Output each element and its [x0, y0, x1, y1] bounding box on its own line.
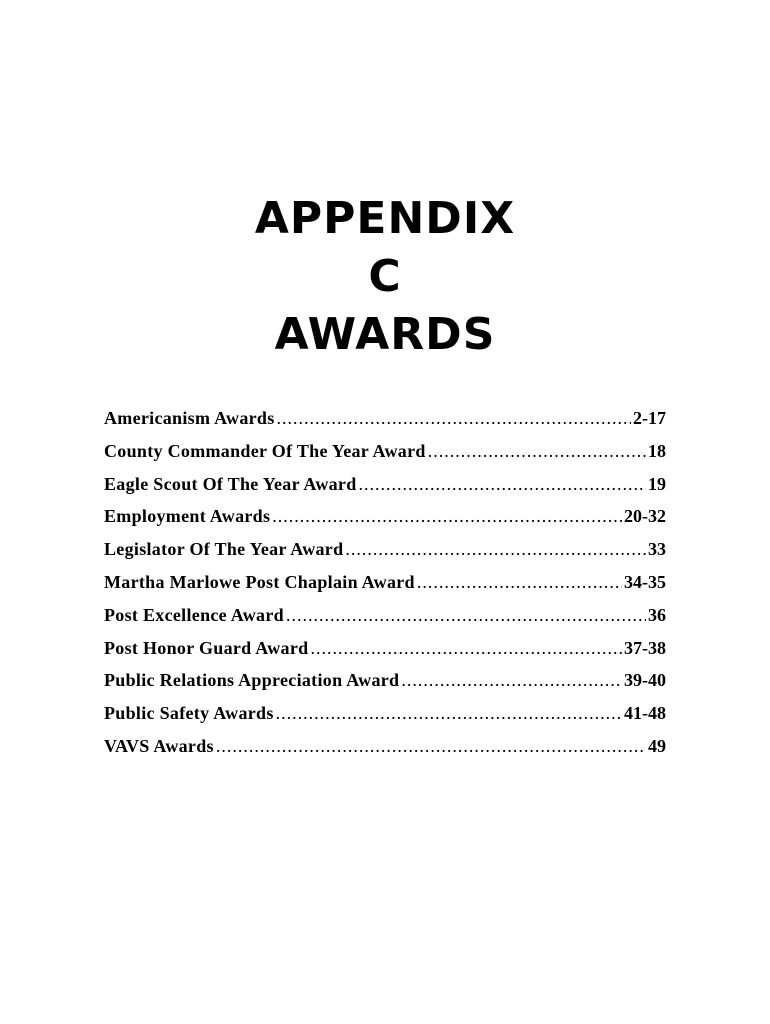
dot-leader [359, 474, 646, 495]
toc-entry-page: 36 [648, 604, 666, 625]
toc-entry [104, 605, 666, 638]
toc-entry-page: 2-17 [633, 408, 666, 428]
toc-entry-page: 34-35 [624, 571, 666, 592]
dot-leader [401, 670, 622, 691]
toc-entry [104, 703, 666, 736]
toc-entry-label: Eagle Scout Of The Year Award [104, 473, 357, 494]
toc-entry-page: 33 [648, 539, 666, 560]
dot-leader [345, 539, 646, 560]
toc-entry-label: Legislator Of The Year Award [104, 539, 344, 560]
toc-entry-page: 39-40 [624, 670, 666, 691]
toc-entry [104, 441, 666, 474]
toc-entry [104, 572, 666, 605]
toc-entry [104, 736, 666, 769]
toc-entry-label: Americanism Awards [104, 408, 275, 428]
table-of-contents [104, 408, 666, 769]
dot-leader [276, 703, 622, 724]
toc-entry-page: 18 [648, 440, 666, 461]
dot-leader [277, 408, 631, 429]
title-awards: AWARDS [274, 309, 496, 360]
toc-entry [104, 506, 666, 539]
toc-entry-label: Public Safety Awards [104, 703, 274, 724]
dot-leader [216, 736, 646, 757]
toc-entry-label: County Commander Of The Year Award [104, 440, 426, 461]
toc-entry-label: Post Excellence Award [104, 604, 284, 625]
dot-leader [310, 638, 622, 659]
toc-entry-page: 41-48 [624, 703, 666, 724]
page-title [0, 190, 770, 364]
toc-entry [104, 539, 666, 572]
toc-entry-page: 49 [648, 735, 666, 756]
toc-entry-page: 19 [648, 473, 666, 494]
toc-entry-page: 20-32 [624, 506, 666, 527]
toc-entry-label: Post Honor Guard Award [104, 637, 309, 658]
toc-entry [104, 670, 666, 703]
toc-entry-page: 37-38 [624, 637, 666, 658]
title-letter: C [368, 251, 402, 302]
toc-entry-label: Employment Awards [104, 506, 271, 527]
dot-leader [272, 506, 622, 527]
title-appendix: APPENDIX [254, 193, 516, 244]
toc-entry [104, 408, 666, 441]
toc-entry [104, 638, 666, 671]
toc-entry-label: Public Relations Appreciation Award [104, 670, 400, 691]
dot-leader [286, 605, 646, 626]
toc-entry [104, 474, 666, 507]
dot-leader [428, 441, 646, 462]
toc-entry-label: VAVS Awards [104, 735, 214, 756]
dot-leader [417, 572, 622, 593]
toc-entry-label: Martha Marlowe Post Chaplain Award [104, 571, 415, 592]
